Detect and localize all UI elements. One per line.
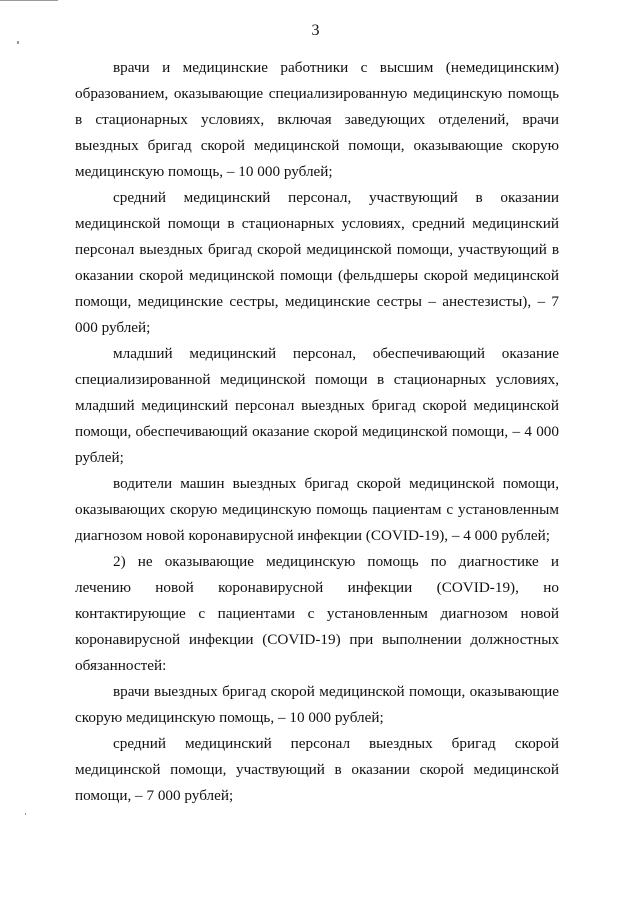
scan-edge-mark <box>0 0 58 1</box>
paragraph-ambulance-mid-level-staff: средний медицинский персонал выездных бригад скорой медицинской помощи, участвующий в оказании скорой медицинской помощи, – 7 000 рублей; <box>75 735 559 804</box>
scan-speck <box>17 41 19 44</box>
paragraph-mid-level-staff: средний медицинский персонал, участвующий в оказании медицинской помощи в стационарных условиях, средний медицинский персонал выездных бригад скорой медицинской помощи, участвующий в оказании скорой медицинской помощи (фельдшеры скорой медицинской помощи, медицинские сестры, медицинские сестры – анестезисты), – 7 000 рублей; <box>75 189 559 336</box>
document-body <box>75 55 559 809</box>
paragraph-non-treating-contacts: 2) не оказывающие медицинскую помощь по диагностике и лечению новой коронавирусной инфекции (COVID-19), но контактирующие с пациентами с установленным диагнозом новой коронавирусной инфекции (COVID-19) при выполнении должностных обязанностей: <box>75 553 559 674</box>
paragraph-drivers: водители машин выездных бригад скорой медицинской помощи, оказывающих скорую медицинскую помощь пациентам с установленным диагнозом новой коронавирусной инфекции (COVID-19), – 4 000 рублей; <box>75 475 559 544</box>
paragraph-junior-staff: младший медицинский персонал, обеспечивающий оказание специализированной медицинской помощи в стационарных условиях, младший медицинский персонал выездных бригад скорой медицинской помощи, обеспечивающий оказание скорой медицинской помощи, – 4 000 рублей; <box>75 345 559 466</box>
scan-speck <box>25 813 26 815</box>
page-number: 3 <box>311 22 320 39</box>
paragraph-ambulance-doctors: врачи выездных бригад скорой медицинской помощи, оказывающие скорую медицинскую помощь, – 10 000 рублей; <box>75 683 559 726</box>
paragraph-doctors: врачи и медицинские работники с высшим (немедицинским) образованием, оказывающие специализированную медицинскую помощь в стационарных условиях, включая заведующих отделений, врачи выездных бригад скорой медицинской помощи, оказывающие скорую медицинскую помощь, – 10 000 рублей; <box>75 59 559 180</box>
